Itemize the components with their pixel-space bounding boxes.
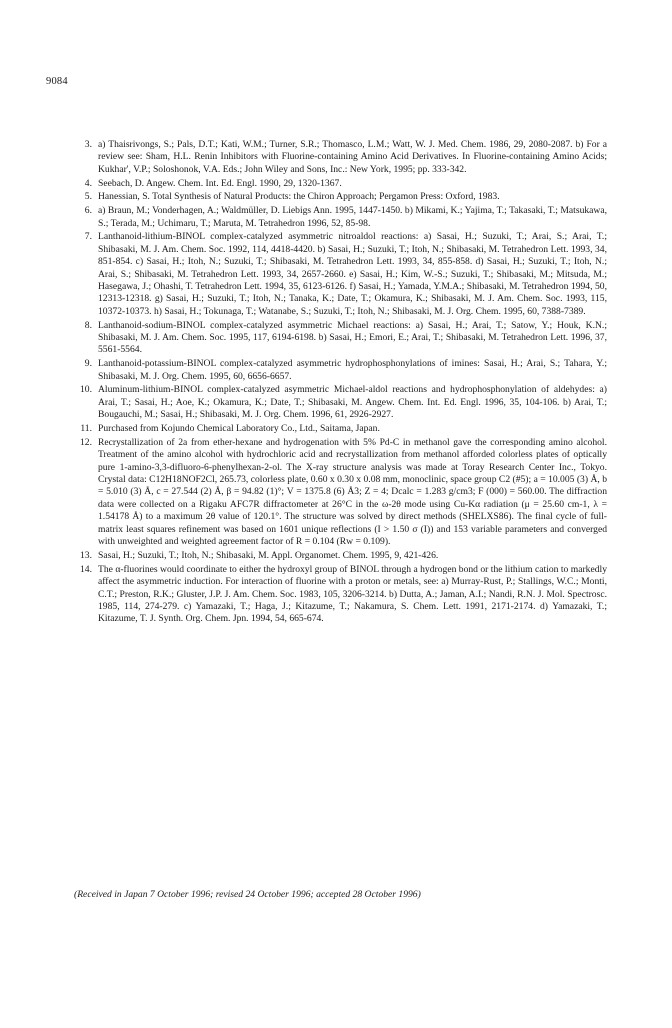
reference-text: Seebach, D. Angew. Chem. Int. Ed. Engl. 1990, 29, 1320-1367. bbox=[98, 177, 342, 189]
reference-item bbox=[72, 231, 607, 318]
reference-text: a) Braun, M.; Vonderhagen, A.; Waldmüller, D. Liebigs Ann. 1995, 1447-1450. b) Mikami, K.; Yajima, T.; Takasaki, T.; Matsukawa, S.; Terada, M.; Uchimaru, T.; Maruta, M. Tetrahedron 1996, 52, 85-98. bbox=[98, 205, 607, 229]
reference-text: Sasai, H.; Suzuki, T.; Itoh, N.; Shibasaki, M. Appl. Organomet. Chem. 1995, 9, 421-426. bbox=[98, 549, 439, 561]
reference-item bbox=[72, 358, 607, 383]
reference-item bbox=[72, 178, 607, 190]
reference-text: Lanthanoid-lithium-BINOL complex-catalyzed asymmetric nitroaldol reactions: a) Sasai, H.; Suzuki, T.; Arai, S.; Arai, T.; Shibasaki, M. J. Am. Chem. Soc. 1992, 114, 4418-4420. b) Sasai, H.; Suzuki, T.; Itoh, N.; Shibasaki, M. Tetrahedron Lett. 1993, 34, 851-854. c) Sasai, H.; Itoh, N.; Suzuki, T.; Shibasaki, M. Tetrahedron Lett. 1993, 34, 855-858. d) Sasai, H.; Suzuki, T.; Itoh, N.; Arai, S.; Shibasaki, M. Tetrahedron Lett. 1993, 34, 2657-2660. e) Sasai, H.; Kim, W.-S.; Suzuki, T.; Shibasaki, M.; Mitsuda, M.; Hasegawa, J.; Ohashi, T. Tetrahedron Lett. 1994, 35, 6123-6126. f) Sasai, H.; Yamada, Y.M.A.; Shibasaki, M. Tetrahedron 1994, 50, 12313-12318. g) Sasai, H.; Suzuki, T.; Itoh, N.; Tanaka, K.; Date, T.; Okamura, K.; Shibasaki, M. J. Am. Chem. Soc. 1993, 115, 10372-10373. h) Sasai, H.; Tokunaga, T.; Watanabe, S.; Suzuki, T.; Itoh, N.; Shibasaki, M. J. Org. Chem. 1995, 60, 7388-7389. bbox=[98, 231, 607, 317]
reference-number: 5. bbox=[84, 191, 92, 203]
reference-text: a) Thaisrivongs, S.; Pals, D.T.; Kati, W.M.; Turner, S.R.; Thomasco, L.M.; Watt, W. J. Med. Chem. 1986, 29, 2080-2087. b) For a review see: Sham, H.L. Renin Inhibitors with Fluorine-containing Amino Acid Derivatives. In Fluorine-containing Amino Acids; Kukhar', V.P.; Soloshonok, V.A. Eds.; John Wiley and Sons, Inc.: New York, 1995; pp. 333-342. bbox=[98, 139, 607, 175]
reference-number: 12. bbox=[80, 436, 92, 448]
reference-number: 3. bbox=[84, 139, 92, 150]
reference-item bbox=[72, 205, 607, 230]
reference-list bbox=[72, 139, 607, 627]
reference-number: 7. bbox=[84, 231, 92, 243]
reference-text: Lanthanoid-sodium-BINOL complex-catalyzed asymmetric Michael reactions: a) Sasai, H.; Arai, T.; Satow, Y.; Houk, K.N.; Shibasaki, M. J. Am. Chem. Soc. 1995, 117, 6194-6198. b) Sasai, H.; Emori, E.; Arai, T.; Shibasaki, M. Tetrahedron Lett. 1996, 37, 5561-5564. bbox=[98, 319, 607, 356]
reference-text: Purchased from Kojundo Chemical Laboratory Co., Ltd., Saitama, Japan. bbox=[98, 423, 380, 435]
reference-number: 8. bbox=[84, 319, 92, 331]
reference-item bbox=[72, 423, 607, 435]
reference-text: Hanessian, S. Total Synthesis of Natural Products: the Chiron Approach; Pergamon Press: Oxford, 1983. bbox=[98, 191, 500, 203]
reference-item bbox=[72, 437, 607, 549]
reference-text: Aluminum-lithium-BINOL complex-catalyzed asymmetric Michael-aldol reactions and hydrophosphonylation of aldehydes: a) Arai, T.; Sasai, H.; Aoe, K.; Okamura, K.; Date, T.; Shibasaki, M. Angew. Chem. Int. Ed. Engl. 1996, 35, 104-106. b) Arai, T.; Bougauchi, M.; Sasai, H.; Shibasaki, M. J. Org. Chem. 1996, 61, 2926-2927. bbox=[98, 384, 607, 421]
reference-item bbox=[72, 550, 607, 562]
reference-number: 10. bbox=[80, 384, 92, 396]
reference-item bbox=[72, 139, 607, 176]
reference-number: 9. bbox=[84, 358, 92, 370]
reference-number: 14. bbox=[80, 563, 92, 575]
reference-item bbox=[72, 191, 607, 203]
reference-number: 13. bbox=[80, 549, 92, 561]
reference-text: Lanthanoid-potassium-BINOL complex-catalyzed asymmetric hydrophosphonylations of imines: Sasai, H.; Arai, S.; Tahara, Y.; Shibasaki, M. J. Org. Chem. 1995, 60, 6656-6657. bbox=[98, 358, 607, 382]
reference-number: 6. bbox=[84, 205, 92, 217]
reference-number: 11. bbox=[80, 423, 92, 435]
reference-item bbox=[72, 564, 607, 626]
reference-item bbox=[72, 320, 607, 357]
reference-item bbox=[72, 384, 607, 421]
page-number: 9084 bbox=[46, 76, 68, 87]
reference-number: 4. bbox=[84, 177, 92, 189]
reference-text: The α-fluorines would coordinate to either the hydroxyl group of BINOL through a hydrogen bond or the lithium cation to markedly affect the asymmetric induction. For interaction of fluorine with a proton or metals, see: a) Murray-Rust, P.; Stallings, W.C.; Monti, C.T.; Preston, R.K.; Gluster, J.P. J. Am. Chem. Soc. 1983, 105, 3206-3214. b) Dutta, A.; Jaman, A.I.; Nandi, R.N. J. Mol. Spectrosc. 1985, 114, 274-279. c) Yamazaki, T.; Haga, J.; Kitazume, T.; Nakamura, S. Chem. Lett. 1991, 2171-2174. d) Yamazaki, T.; Kitazume, T. J. Synth. Org. Chem. Jpn. 1994, 54, 665-674. bbox=[98, 563, 607, 625]
reference-text: Recrystallization of 2a from ether-hexane and hydrogenation with 5% Pd-C in methanol gave the corresponding amino alcohol. Treatment of the amino alcohol with hydrochloric acid and recrystallization from methanol afforded colorless plates of optically pure 1-amino-3,3-difluoro-6-phenylhexan-2-ol. The X-ray structure analysis was made at Toray Research Center Inc., Tokyo. Crystal data: C12H18NOF2Cl, 265.73, colorless plate, 0.60 x 0.30 x 0.08 mm, monoclinic, space group C2 (#5); a = 10.005 (3) Å, b = 5.010 (3) Å, c = 27.544 (2) Å, β = 94.82 (1)°; V = 1375.8 (6) Å3; Z = 4; Dcalc = 1.283 g/cm3; F (000) = 560.00. The diffraction data were collected on a Rigaku AFC7R diffractometer at 26°C in the ω-2θ mode using Cu-Kα radiation (μ = 25.60 cm-1, λ = 1.54178 Å) to a maximum 2θ value of 120.1°. The structure was solved by direct methods (SHELXS86). The final cycle of full-matrix least squares refinement was based on 1601 unique reflections (I > 1.50 σ (I)) and 153 variable parameters and converged with unweighted and weighted agreement factor of R = 0.104 (Rw = 0.109). bbox=[98, 436, 607, 548]
received-dates: (Received in Japan 7 October 1996; revised 24 October 1996; accepted 28 October 1996) bbox=[74, 889, 421, 900]
